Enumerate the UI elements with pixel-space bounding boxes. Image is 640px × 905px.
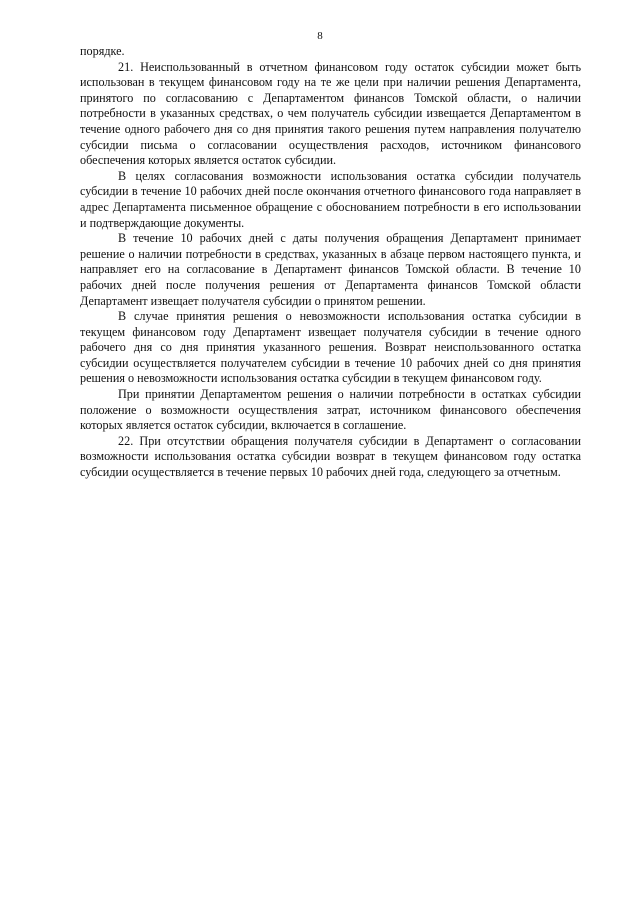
page-number: 8 — [317, 30, 323, 42]
paragraph-approval-request: В целях согласования возможности использования остатка субсидии получатель субсидии в течение 10 рабочих дней после окончания отчетного финансового года направляет в адрес Департамента письменное обращение с обоснованием потребности в его использовании и подтверждающие документы. — [80, 168, 581, 230]
paragraph-refusal-return: В случае принятия решения о невозможности использования остатка субсидии в текущем финансовом году Департамент извещает получателя субсидии в течение одного рабочего дня со дня принятия указанного решения. Возврат неиспользованного остатка субсидии осуществляется получателем субсидии в течение 10 рабочих дней со дня принятия решения о невозможности использования остатка субсидии в текущем финансовом году. — [80, 309, 581, 386]
document-body — [80, 44, 581, 481]
paragraph-item-21: 21. Неиспользованный в отчетном финансовом году остаток субсидии может быть использован в текущем финансовом году на те же цели при наличии решения Департамента, принятого по согласованию с Департаментом финансов Томской области, о наличии потребности в указанных средствах, о чем получатель субсидии извещается Департаментом в течение одного рабочего дня со дня принятия такого решения путем направления получателю субсидии письма о согласовании осуществления расходов, источником финансового обеспечения которых является остаток субсидии. — [80, 59, 581, 168]
paragraph-continuation: порядке. — [80, 44, 125, 58]
paragraph-decision-timeline: В течение 10 рабочих дней с даты получения обращения Департамент принимает решение о наличии потребности в средствах, указанных в абзаце первом настоящего пункта, и направляет его на согласование в Департамент финансов Томской области. В течение 10 рабочих дней после получения решения от Департамента финансов Томской области Департамент извещает получателя субсидии о принятом решении. — [80, 231, 581, 308]
paragraph-agreement-inclusion: При принятии Департаментом решения о наличии потребности в остатках субсидии положение о возможности осуществления затрат, источником финансового обеспечения которых является остаток субсидии, включается в соглашение. — [80, 387, 581, 433]
paragraph-item-22: 22. При отсутствии обращения получателя субсидии в Департамент о согласовании возможности использования остатка субсидии возврат в текущем финансовом году остатка субсидии осуществляется в течение первых 10 рабочих дней года, следующего за отчетным. — [80, 433, 581, 480]
